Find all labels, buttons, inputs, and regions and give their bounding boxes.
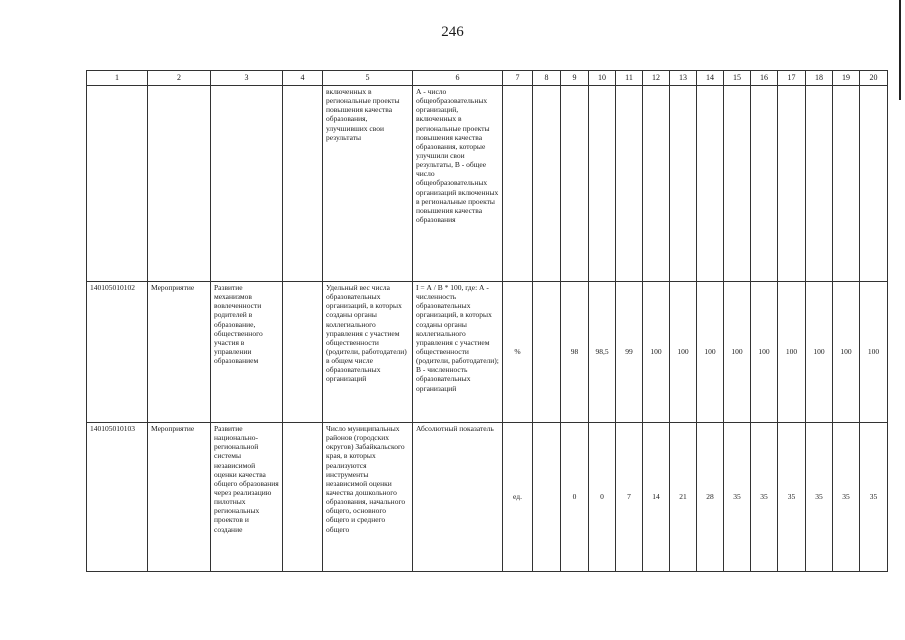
value-cell bbox=[533, 282, 561, 423]
value-cell bbox=[778, 86, 806, 282]
value-cell bbox=[670, 86, 697, 282]
column-header: 12 bbox=[643, 71, 670, 86]
value-cell bbox=[697, 86, 724, 282]
page-edge-line bbox=[899, 0, 901, 100]
indicator-cell: Число муниципальных районов (городских округов) Забайкальского края, в которых реализуются инструменты независимой оценки качества дошкольного образования, начального общего, основного общего и среднего общего bbox=[323, 423, 413, 572]
value-cell: 100 bbox=[860, 282, 888, 423]
value-cell: 100 bbox=[751, 282, 778, 423]
value-cell bbox=[616, 86, 643, 282]
value-cell: 35 bbox=[860, 423, 888, 572]
value-cell: 35 bbox=[751, 423, 778, 572]
value-cell: 100 bbox=[806, 282, 833, 423]
value-cell: 100 bbox=[643, 282, 670, 423]
column-header: 19 bbox=[833, 71, 860, 86]
value-cell: 99 bbox=[616, 282, 643, 423]
column-header: 1 bbox=[87, 71, 148, 86]
value-cell bbox=[589, 86, 616, 282]
value-cell: 100 bbox=[724, 282, 751, 423]
value-cell bbox=[860, 86, 888, 282]
code-cell bbox=[87, 86, 148, 282]
column-header: 20 bbox=[860, 71, 888, 86]
value-cell: 98,5 bbox=[589, 282, 616, 423]
value-cell: 0 bbox=[589, 423, 616, 572]
unit-cell: % bbox=[503, 282, 533, 423]
column-header: 2 bbox=[148, 71, 211, 86]
value-cell: 35 bbox=[833, 423, 860, 572]
column-header: 16 bbox=[751, 71, 778, 86]
value-cell: 28 bbox=[697, 423, 724, 572]
column-header: 5 bbox=[323, 71, 413, 86]
code-cell: 140105010103 bbox=[87, 423, 148, 572]
col4-cell bbox=[283, 423, 323, 572]
value-cell bbox=[833, 86, 860, 282]
value-cell: 7 bbox=[616, 423, 643, 572]
value-cell: 100 bbox=[778, 282, 806, 423]
unit-cell: ед. bbox=[503, 423, 533, 572]
table-row bbox=[87, 282, 888, 423]
column-header: 9 bbox=[561, 71, 589, 86]
indicator-cell: Удельный вес числа образовательных организаций, в которых созданы органы коллегиального управления с участием общественности (родители, работодатели) в общем числе образовательных организаций bbox=[323, 282, 413, 423]
formula-cell: I = А / В * 100, где: А - численность образовательных организаций, в которых созданы органы коллегиального управления с участием общественности (родители, работодатели); В - численность образовательных организаций bbox=[413, 282, 503, 423]
unit-cell bbox=[503, 86, 533, 282]
table-row bbox=[87, 423, 888, 572]
column-header: 4 bbox=[283, 71, 323, 86]
formula-cell: А - число общеобразовательных организаций, включенных в региональные проекты повышения качества образования, которые улучшили свои результаты, В - общее число общеобразовательных организаций включенных в региональные проекты повышения качества образования bbox=[413, 86, 503, 282]
header-row bbox=[87, 71, 888, 86]
formula-cell: Абсолютный показатель bbox=[413, 423, 503, 572]
column-header: 15 bbox=[724, 71, 751, 86]
value-cell bbox=[533, 423, 561, 572]
column-header: 17 bbox=[778, 71, 806, 86]
name-cell bbox=[211, 86, 283, 282]
value-cell: 0 bbox=[561, 423, 589, 572]
column-header: 10 bbox=[589, 71, 616, 86]
name-cell: Развитие национально-региональной системы независимой оценки качества общего образования через реализацию пилотных региональных проектов и создание bbox=[211, 423, 283, 572]
code-cell: 140105010102 bbox=[87, 282, 148, 423]
col4-cell bbox=[283, 282, 323, 423]
value-cell: 21 bbox=[670, 423, 697, 572]
type-cell: Мероприятие bbox=[148, 282, 211, 423]
value-cell bbox=[533, 86, 561, 282]
column-header: 11 bbox=[616, 71, 643, 86]
page-number: 246 bbox=[441, 24, 464, 40]
value-cell bbox=[724, 86, 751, 282]
type-cell bbox=[148, 86, 211, 282]
column-header: 8 bbox=[533, 71, 561, 86]
value-cell bbox=[561, 86, 589, 282]
value-cell: 98 bbox=[561, 282, 589, 423]
table-row bbox=[87, 86, 888, 282]
name-cell: Развитие механизмов вовлеченности родителей в образование, общественного участия в управлении образованием bbox=[211, 282, 283, 423]
type-cell: Мероприятие bbox=[148, 423, 211, 572]
value-cell bbox=[806, 86, 833, 282]
column-header: 14 bbox=[697, 71, 724, 86]
value-cell: 14 bbox=[643, 423, 670, 572]
column-header: 3 bbox=[211, 71, 283, 86]
column-header: 6 bbox=[413, 71, 503, 86]
value-cell: 100 bbox=[670, 282, 697, 423]
column-header: 18 bbox=[806, 71, 833, 86]
column-header: 13 bbox=[670, 71, 697, 86]
value-cell: 35 bbox=[778, 423, 806, 572]
value-cell: 35 bbox=[806, 423, 833, 572]
value-cell: 35 bbox=[724, 423, 751, 572]
data-table bbox=[86, 70, 888, 572]
col4-cell bbox=[283, 86, 323, 282]
value-cell bbox=[643, 86, 670, 282]
value-cell: 100 bbox=[697, 282, 724, 423]
value-cell bbox=[751, 86, 778, 282]
indicator-cell: включенных в региональные проекты повышения качества образования, улучшивших свои результаты bbox=[323, 86, 413, 282]
column-header: 7 bbox=[503, 71, 533, 86]
value-cell: 100 bbox=[833, 282, 860, 423]
